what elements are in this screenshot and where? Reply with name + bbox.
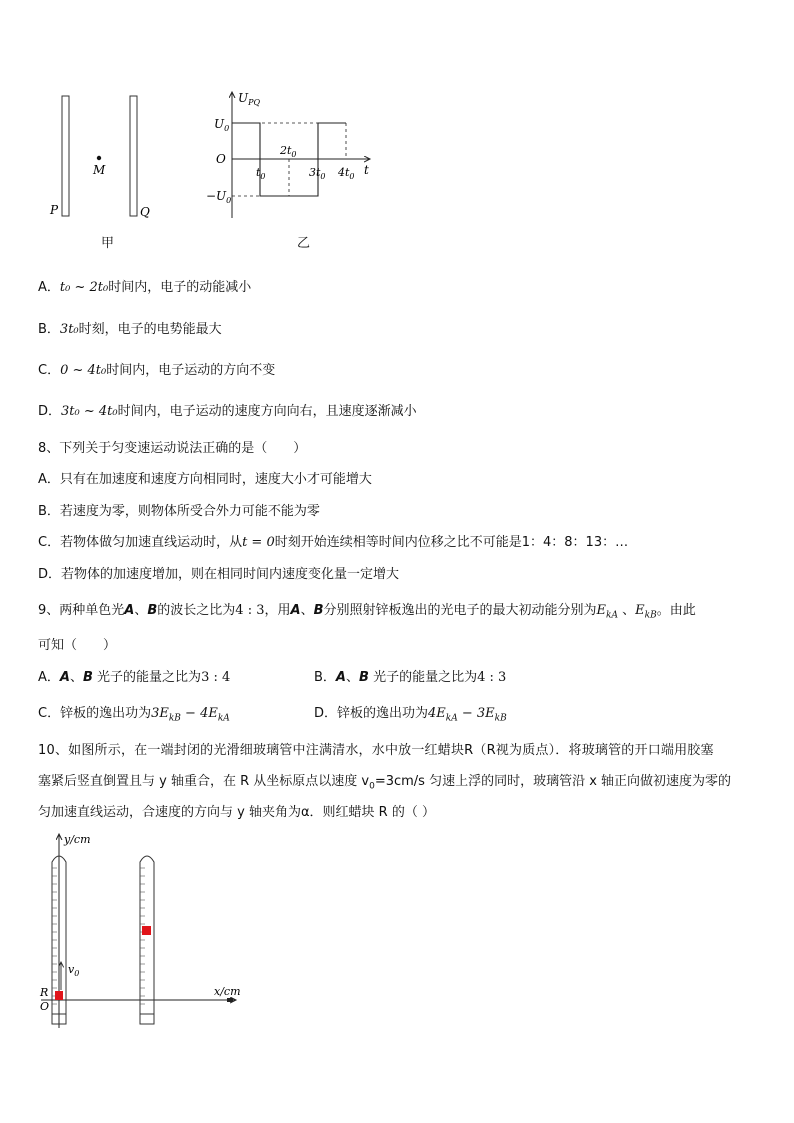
- q9-stem: 9、两种单色光A、B的波长之比为4 : 3，用A、B分别照射锌板逸出的光电子的最大初动能分别为$E_{kA}$ 、$E_{kB}$。由此: [38, 603, 696, 621]
- q9-option-d: D．锌板的逸出功为$4E_{kA} - 3E_{kB}$: [314, 706, 507, 724]
- wax-block-start: [55, 991, 63, 1000]
- q8-option-d: D．若物体的加速度增加，则在相同时间内速度变化量一定增大: [38, 567, 400, 582]
- point-m-dot: [97, 156, 101, 160]
- q7-option-c: C．0 ~ 4t₀时间内，电子运动的方向不变: [38, 363, 276, 378]
- x-axis-tick: [227, 998, 233, 1002]
- figure-voltage-graph: [200, 84, 380, 230]
- wax-block-later: [142, 926, 151, 935]
- figure2-caption: 乙: [297, 236, 311, 251]
- q10-line3: 匀加速直线运动，合速度的方向与 y 轴夹角为α．则红蜡块 R 的（ ）: [38, 805, 435, 820]
- q9-option-b: B．A、B 光子的能量之比为4 : 3: [314, 670, 507, 685]
- t0-label: $t_0$: [256, 166, 266, 181]
- o-label: O: [40, 1000, 50, 1013]
- figure-glass-tubes: [36, 828, 246, 1033]
- u0-label: $U_0$: [214, 117, 230, 133]
- plate-q: [130, 96, 137, 216]
- q10-line1: 10、如图所示，在一端封闭的光滑细玻璃管中注满清水，水中放一红蜡块R（R视为质点）．将玻璃管的开口端用胶塞: [38, 743, 714, 758]
- plate-q-label: Q: [140, 205, 150, 219]
- neg-u0-label: $-U_0$: [206, 189, 232, 205]
- q9-stem-line2: 可知（ ）: [38, 638, 117, 653]
- tube-right-stopper: [140, 1014, 154, 1024]
- 3t0-label: $3t_0$: [309, 166, 326, 181]
- tube-left-scale: [52, 868, 57, 1004]
- x-axis-label-q10: x/cm: [214, 985, 241, 998]
- q8-option-b: B．若速度为零，则物体所受合外力可能不能为零: [38, 504, 320, 519]
- q8-stem: 8、下列关于匀变速运动说法正确的是（ ）: [38, 441, 307, 456]
- q7-option-b: B．3t₀时刻，电子的电势能最大: [38, 322, 222, 337]
- 2t0-label: $2t_0$: [280, 144, 297, 159]
- x-axis-label: t: [364, 163, 369, 177]
- q7-option-d: D．3t₀ ~ 4t₀时间内，电子运动的速度方向向右，且速度逐渐减小: [38, 404, 417, 419]
- q10-line2: 塞紧后竖直倒置且与 y 轴重合，在 R 从坐标原点以速度 $v_0=3cm/s$ 匀速上浮的同时，玻璃管沿 x 轴正向做初速度为零的: [38, 774, 732, 792]
- y-axis-label-q10: y/cm: [64, 833, 91, 846]
- figure1-caption: 甲: [101, 236, 115, 251]
- q8-option-a: A．只有在加速度和速度方向相同时，速度大小才可能增大: [38, 472, 372, 487]
- tube-right-scale: [140, 868, 145, 1004]
- r-label: R: [40, 986, 49, 999]
- 4t0-label: $4t_0$: [338, 166, 355, 181]
- q8-option-c: C．若物体做匀加速直线运动时，从t = 0时刻开始连续相等时间内位移之比不可能是1：4：8：13：…: [38, 535, 629, 550]
- q7-option-a: A．t₀ ~ 2t₀时间内，电子的动能减小: [38, 280, 252, 295]
- point-m-label: M: [93, 163, 106, 177]
- origin-label: O: [216, 152, 226, 166]
- v0-label: $v_0$: [68, 963, 80, 978]
- plate-p: [62, 96, 69, 216]
- q9-option-a: A．A、B 光子的能量之比为3 : 4: [38, 670, 231, 685]
- plate-p-label: P: [50, 203, 59, 217]
- y-axis-label: $U_{PQ}$: [238, 91, 261, 107]
- q9-option-c: C．锌板的逸出功为$3E_{kB} - 4E_{kA}$: [38, 706, 230, 724]
